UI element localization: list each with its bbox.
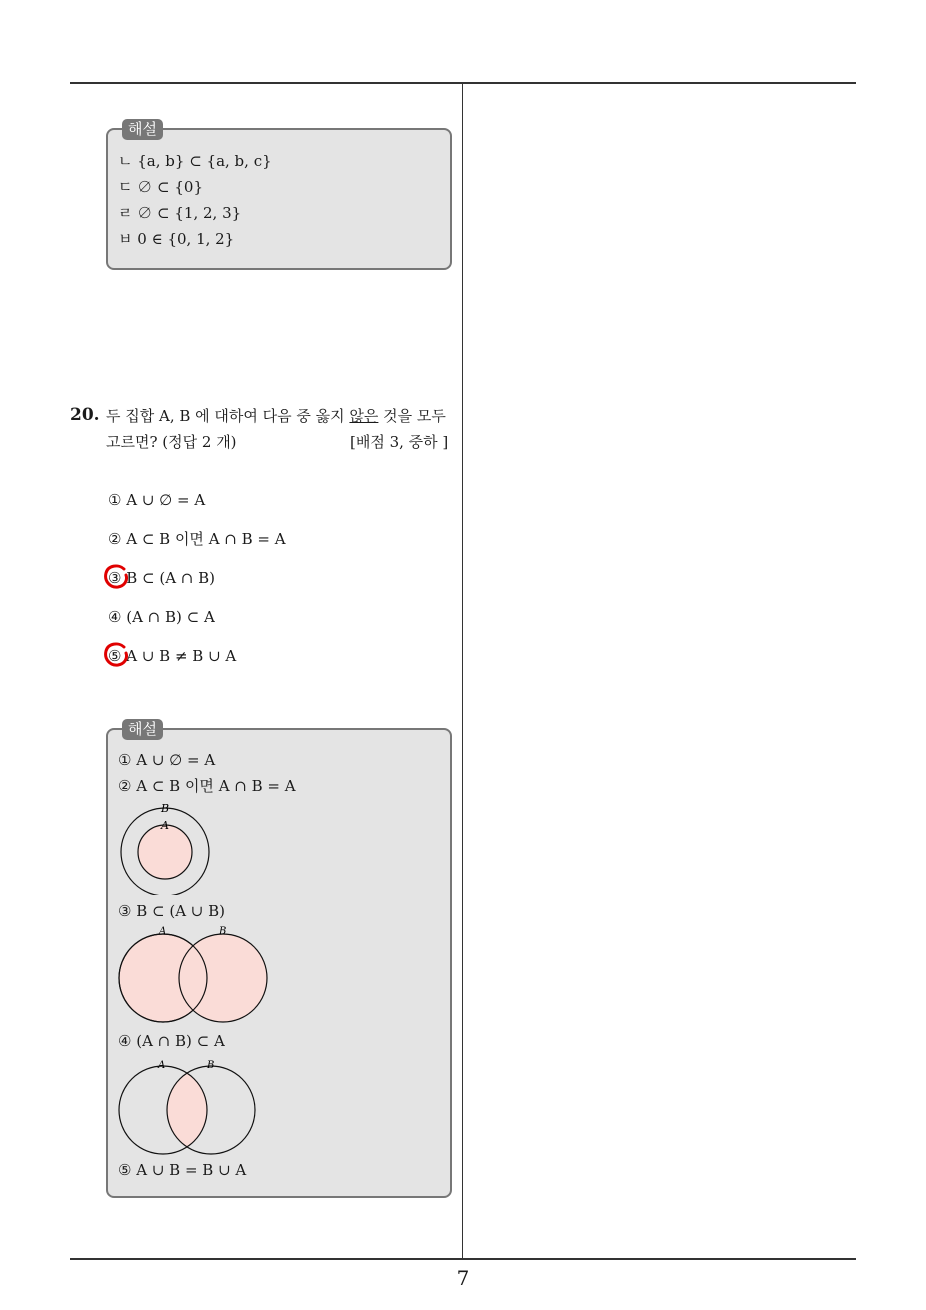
- choice-3[interactable]: ③ B ⊂ (A ∩ B): [108, 569, 216, 587]
- question-number: 20.: [70, 405, 100, 425]
- venn-union-diagram: [116, 924, 276, 1024]
- answer-mark-choice-5: [102, 641, 132, 669]
- label-a: A: [159, 926, 167, 937]
- solution-tag: 해설: [122, 119, 163, 140]
- page-number: 7: [456, 1266, 470, 1290]
- solution-line: ② A ⊂ B 이면 A ∩ B = A: [118, 777, 296, 795]
- question-text-post: 것을 모두: [378, 407, 446, 425]
- question-text-line2: 고르면? (정답 2 개): [106, 433, 237, 451]
- solution-line: ㅂ 0 ∈ {0, 1, 2}: [118, 230, 235, 248]
- question-text-underlined: 않은: [349, 407, 379, 425]
- solution-line: ④ (A ∩ B) ⊂ A: [118, 1032, 225, 1050]
- label-b: B: [219, 926, 227, 937]
- set-b-circle: [179, 934, 267, 1022]
- top-rule: [70, 82, 856, 84]
- solution-line: ㄹ ∅ ⊂ {1, 2, 3}: [118, 204, 242, 222]
- solution-line: ⑤ A ∪ B = B ∪ A: [118, 1161, 247, 1179]
- choice-5[interactable]: ⑤ A ∪ B ≠ B ∪ A: [108, 647, 237, 665]
- label-b: B: [207, 1060, 215, 1071]
- column-divider: [462, 84, 463, 1260]
- solution-line: ㄴ {a, b} ⊂ {a, b, c}: [118, 152, 272, 170]
- solution-line: ㄷ ∅ ⊂ {0}: [118, 178, 203, 196]
- label-b: B: [161, 802, 170, 815]
- choice-2[interactable]: ② A ⊂ B 이면 A ∩ B = A: [108, 530, 286, 548]
- venn-intersection-diagram: [116, 1056, 266, 1156]
- question-score: [배점 3, 중하 ]: [350, 433, 449, 451]
- solution-line: ① A ∪ ∅ = A: [118, 751, 216, 769]
- solution-box-19: [106, 120, 452, 270]
- bottom-rule: [70, 1258, 856, 1260]
- solution-line: ③ B ⊂ (A ∪ B): [118, 902, 226, 920]
- answer-mark-choice-3: [102, 563, 132, 591]
- venn-subset-diagram: [116, 800, 216, 895]
- question-text-pre: 두 집합 A, B 에 대하여 다음 중 옳지: [106, 407, 350, 425]
- choice-1[interactable]: ① A ∪ ∅ = A: [108, 491, 206, 509]
- label-a: A: [161, 819, 169, 832]
- label-a: A: [158, 1060, 166, 1071]
- question-text-line1: [106, 406, 446, 426]
- solution-box-20: [106, 720, 452, 1198]
- choice-4[interactable]: ④ (A ∩ B) ⊂ A: [108, 608, 215, 626]
- set-a-circle: [138, 825, 192, 879]
- solution-tag: 해설: [122, 719, 163, 740]
